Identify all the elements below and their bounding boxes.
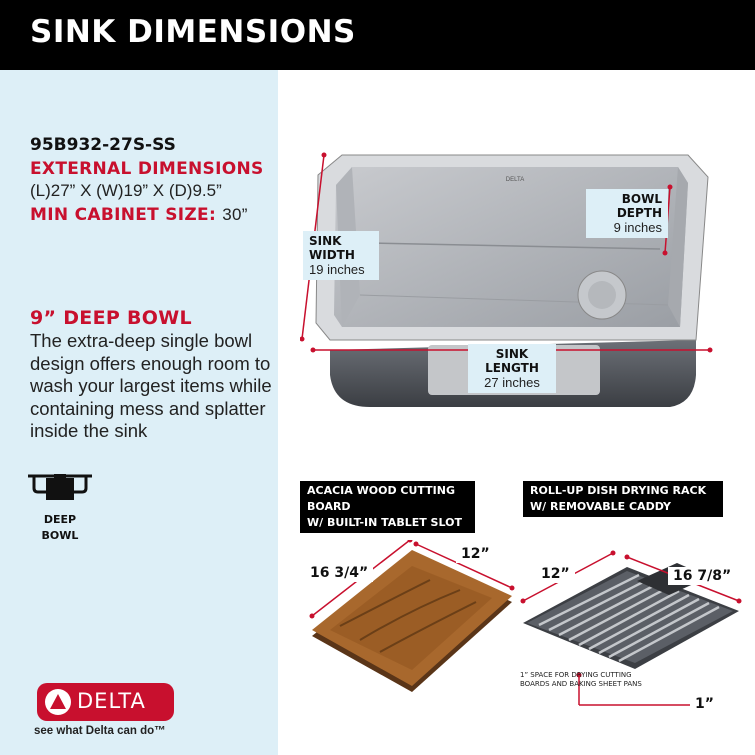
board-length-dim: 16 3/4” xyxy=(305,564,373,582)
feature-description: The extra-deep single bowl design offers enough room to wash your largest items while containing mess and splatter inside the sink xyxy=(30,330,272,441)
external-dimensions-value: (L)27” X (W)19” X (D)9.5” xyxy=(30,181,222,200)
cabinet-size-line xyxy=(30,205,248,225)
rack-space-note: 1” SPACE FOR DRYING CUTTING BOARDS AND BAKING SHEET PANS xyxy=(520,671,642,688)
logo-text: DELTA xyxy=(77,689,146,713)
external-dimensions-heading: EXTERNAL DIMENSIONS xyxy=(30,159,264,179)
board-caption-line2: W/ BUILT-IN TABLET SLOT xyxy=(307,516,462,529)
deep-bowl-icon xyxy=(24,470,96,506)
bowl-depth-title: BOWL DEPTH xyxy=(616,192,662,220)
deep-bowl-label: DEEP BOWL xyxy=(41,513,79,542)
sink-width-label xyxy=(303,231,379,280)
rack-space-dim: 1” xyxy=(690,695,719,713)
delta-logo xyxy=(37,683,174,721)
rack-width-dim: 12” xyxy=(536,565,575,583)
sink-length-title: SINK LENGTH xyxy=(485,347,539,375)
sink-length-value: 27 inches xyxy=(484,375,540,390)
sink-width-value: 19 inches xyxy=(309,262,365,277)
sink-brand-mark: DELTA xyxy=(505,177,525,183)
sink-width-title: SINK WIDTH xyxy=(309,234,355,262)
cabinet-size-value: 30” xyxy=(222,205,248,224)
bowl-depth-label xyxy=(586,189,668,238)
header-bar xyxy=(0,0,755,70)
rack-caption-line2: W/ REMOVABLE CADDY xyxy=(530,500,671,513)
rack-caption xyxy=(523,481,723,517)
board-width-dim: 12” xyxy=(456,545,495,563)
cabinet-size-heading: MIN CABINET SIZE: xyxy=(30,205,217,225)
brand-tagline: see what Delta can do™ xyxy=(34,725,166,737)
board-caption xyxy=(300,481,475,533)
model-number: 95B932-27S-SS xyxy=(30,135,176,155)
rack-caption-line1: ROLL-UP DISH DRYING RACK xyxy=(530,484,707,497)
feature-heading: 9” DEEP BOWL xyxy=(30,307,192,329)
bowl-depth-value: 9 inches xyxy=(613,220,662,235)
rack-length-dim: 16 7/8” xyxy=(668,567,736,585)
board-caption-line1: ACACIA WOOD CUTTING BOARD xyxy=(307,484,455,513)
sink-length-label xyxy=(468,344,556,393)
delta-triangle-icon xyxy=(45,689,71,715)
page-title: SINK DIMENSIONS xyxy=(30,14,356,50)
